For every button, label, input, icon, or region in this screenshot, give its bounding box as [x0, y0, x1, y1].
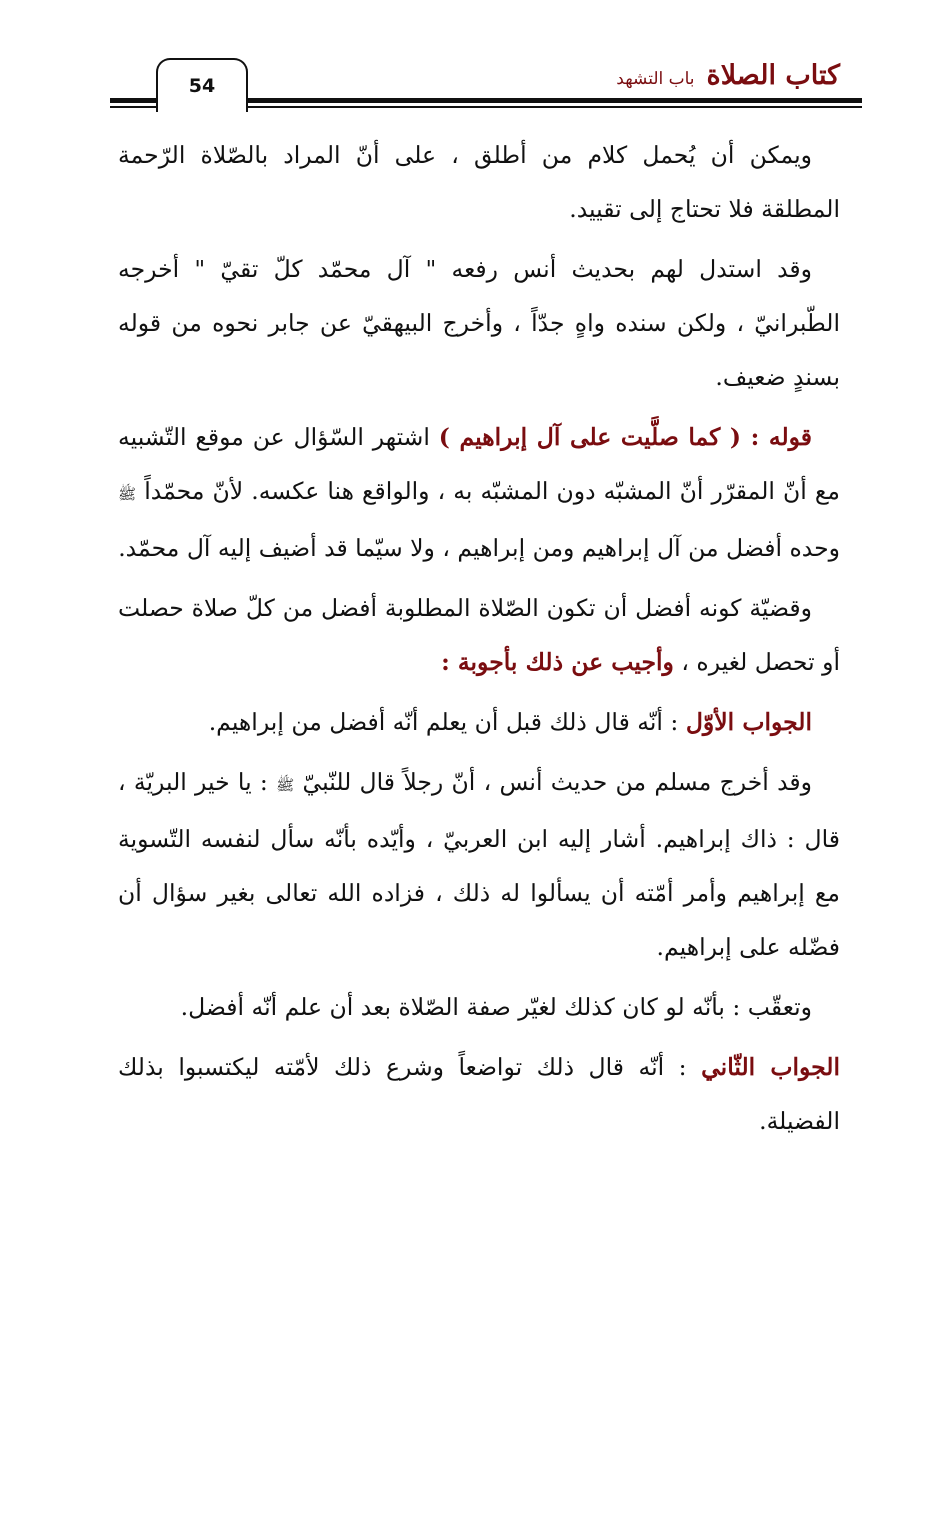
- paragraph-text: وقد استدل لهم بحديث أنس رفعه " آل محمّد كلّ تقيّ " أخرجه الطّبرانيّ ، ولكن سنده واهٍ جدّاً ، وأخرج البيهقيّ عن جابر نحوه من قوله بسندٍ ضعيف.: [118, 255, 840, 391]
- paragraph-text: : أنّه قال ذلك قبل أن يعلم أنّه أفضل من إبراهيم.: [208, 708, 686, 736]
- paragraph-text: وقضيّة كونه أفضل أن تكون الصّلاة المطلوبة أفضل من كلّ صلاة حصلت أو تحصل لغيره ،: [118, 594, 840, 676]
- first-answer-label: الجواب الأوّل: [685, 708, 812, 736]
- paragraph-8: [118, 1040, 840, 1148]
- paragraph-5: [118, 695, 840, 749]
- salawat-symbol: ﷺ: [118, 485, 137, 503]
- answers-heading: وأجيب عن ذلك بأجوبة :: [441, 648, 674, 676]
- paragraph-1: [118, 128, 840, 236]
- paragraph-3: [118, 410, 840, 575]
- quoted-phrase: قوله : ( كما صلَّيت على آل إبراهيم ): [438, 423, 813, 451]
- paragraph-text: وقد أخرج مسلم من حديث أنس ، أنّ رجلاً قال للنّبيّ: [294, 768, 812, 796]
- page-header: [110, 56, 862, 116]
- paragraph-text: وحده أفضل من آل إبراهيم ومن إبراهيم ، ولا سيّما قد أضيف إليه آل محمّد.: [118, 534, 840, 562]
- salawat-symbol: ﷺ: [276, 776, 295, 794]
- paragraph-2: [118, 242, 840, 404]
- paragraph-4: [118, 581, 840, 689]
- paragraph-text: : أنّه قال ذلك تواضعاً وشرع ذلك لأمّته ليكتسبوا بذلك الفضيلة.: [118, 1053, 840, 1135]
- chapter-title: باب التشهد: [616, 69, 695, 89]
- paragraph-text: ويمكن أن يُحمل كلام من أطلق ، على أنّ المراد بالصّلاة الرّحمة المطلقة فلا تحتاج إلى تقييد.: [118, 141, 840, 223]
- paragraph-text: : يا خير البريّة ، قال : ذاك إبراهيم. أشار إليه ابن العربيّ ، وأيّده بأنّه سأل لنفسه التّسوية مع إبراهيم وأمر أمّته أن يسألوا له ذلك ، فزاده الله تعالى بغير سؤال أن فضّله على إبراهيم.: [118, 768, 840, 961]
- paragraph-text: وتعقّب : بأنّه لو كان كذلك لغيّر صفة الصّلاة بعد أن علم أنّه أفضل.: [180, 993, 812, 1021]
- second-answer-label: الجواب الثّاني: [701, 1053, 840, 1081]
- header-titles: [616, 60, 840, 91]
- page-number: 54: [156, 58, 248, 112]
- paragraph-7: [118, 980, 840, 1034]
- book-title: كتاب الصلاة: [706, 60, 840, 91]
- body-text: [118, 128, 840, 1154]
- paragraph-6: [118, 755, 840, 974]
- paragraph-text: اشتهر السّؤال عن موقع التّشبيه مع أنّ المقرّر أنّ المشبّه دون المشبّه به ، والواقع هنا عكسه. لأنّ محمّداً: [118, 423, 840, 505]
